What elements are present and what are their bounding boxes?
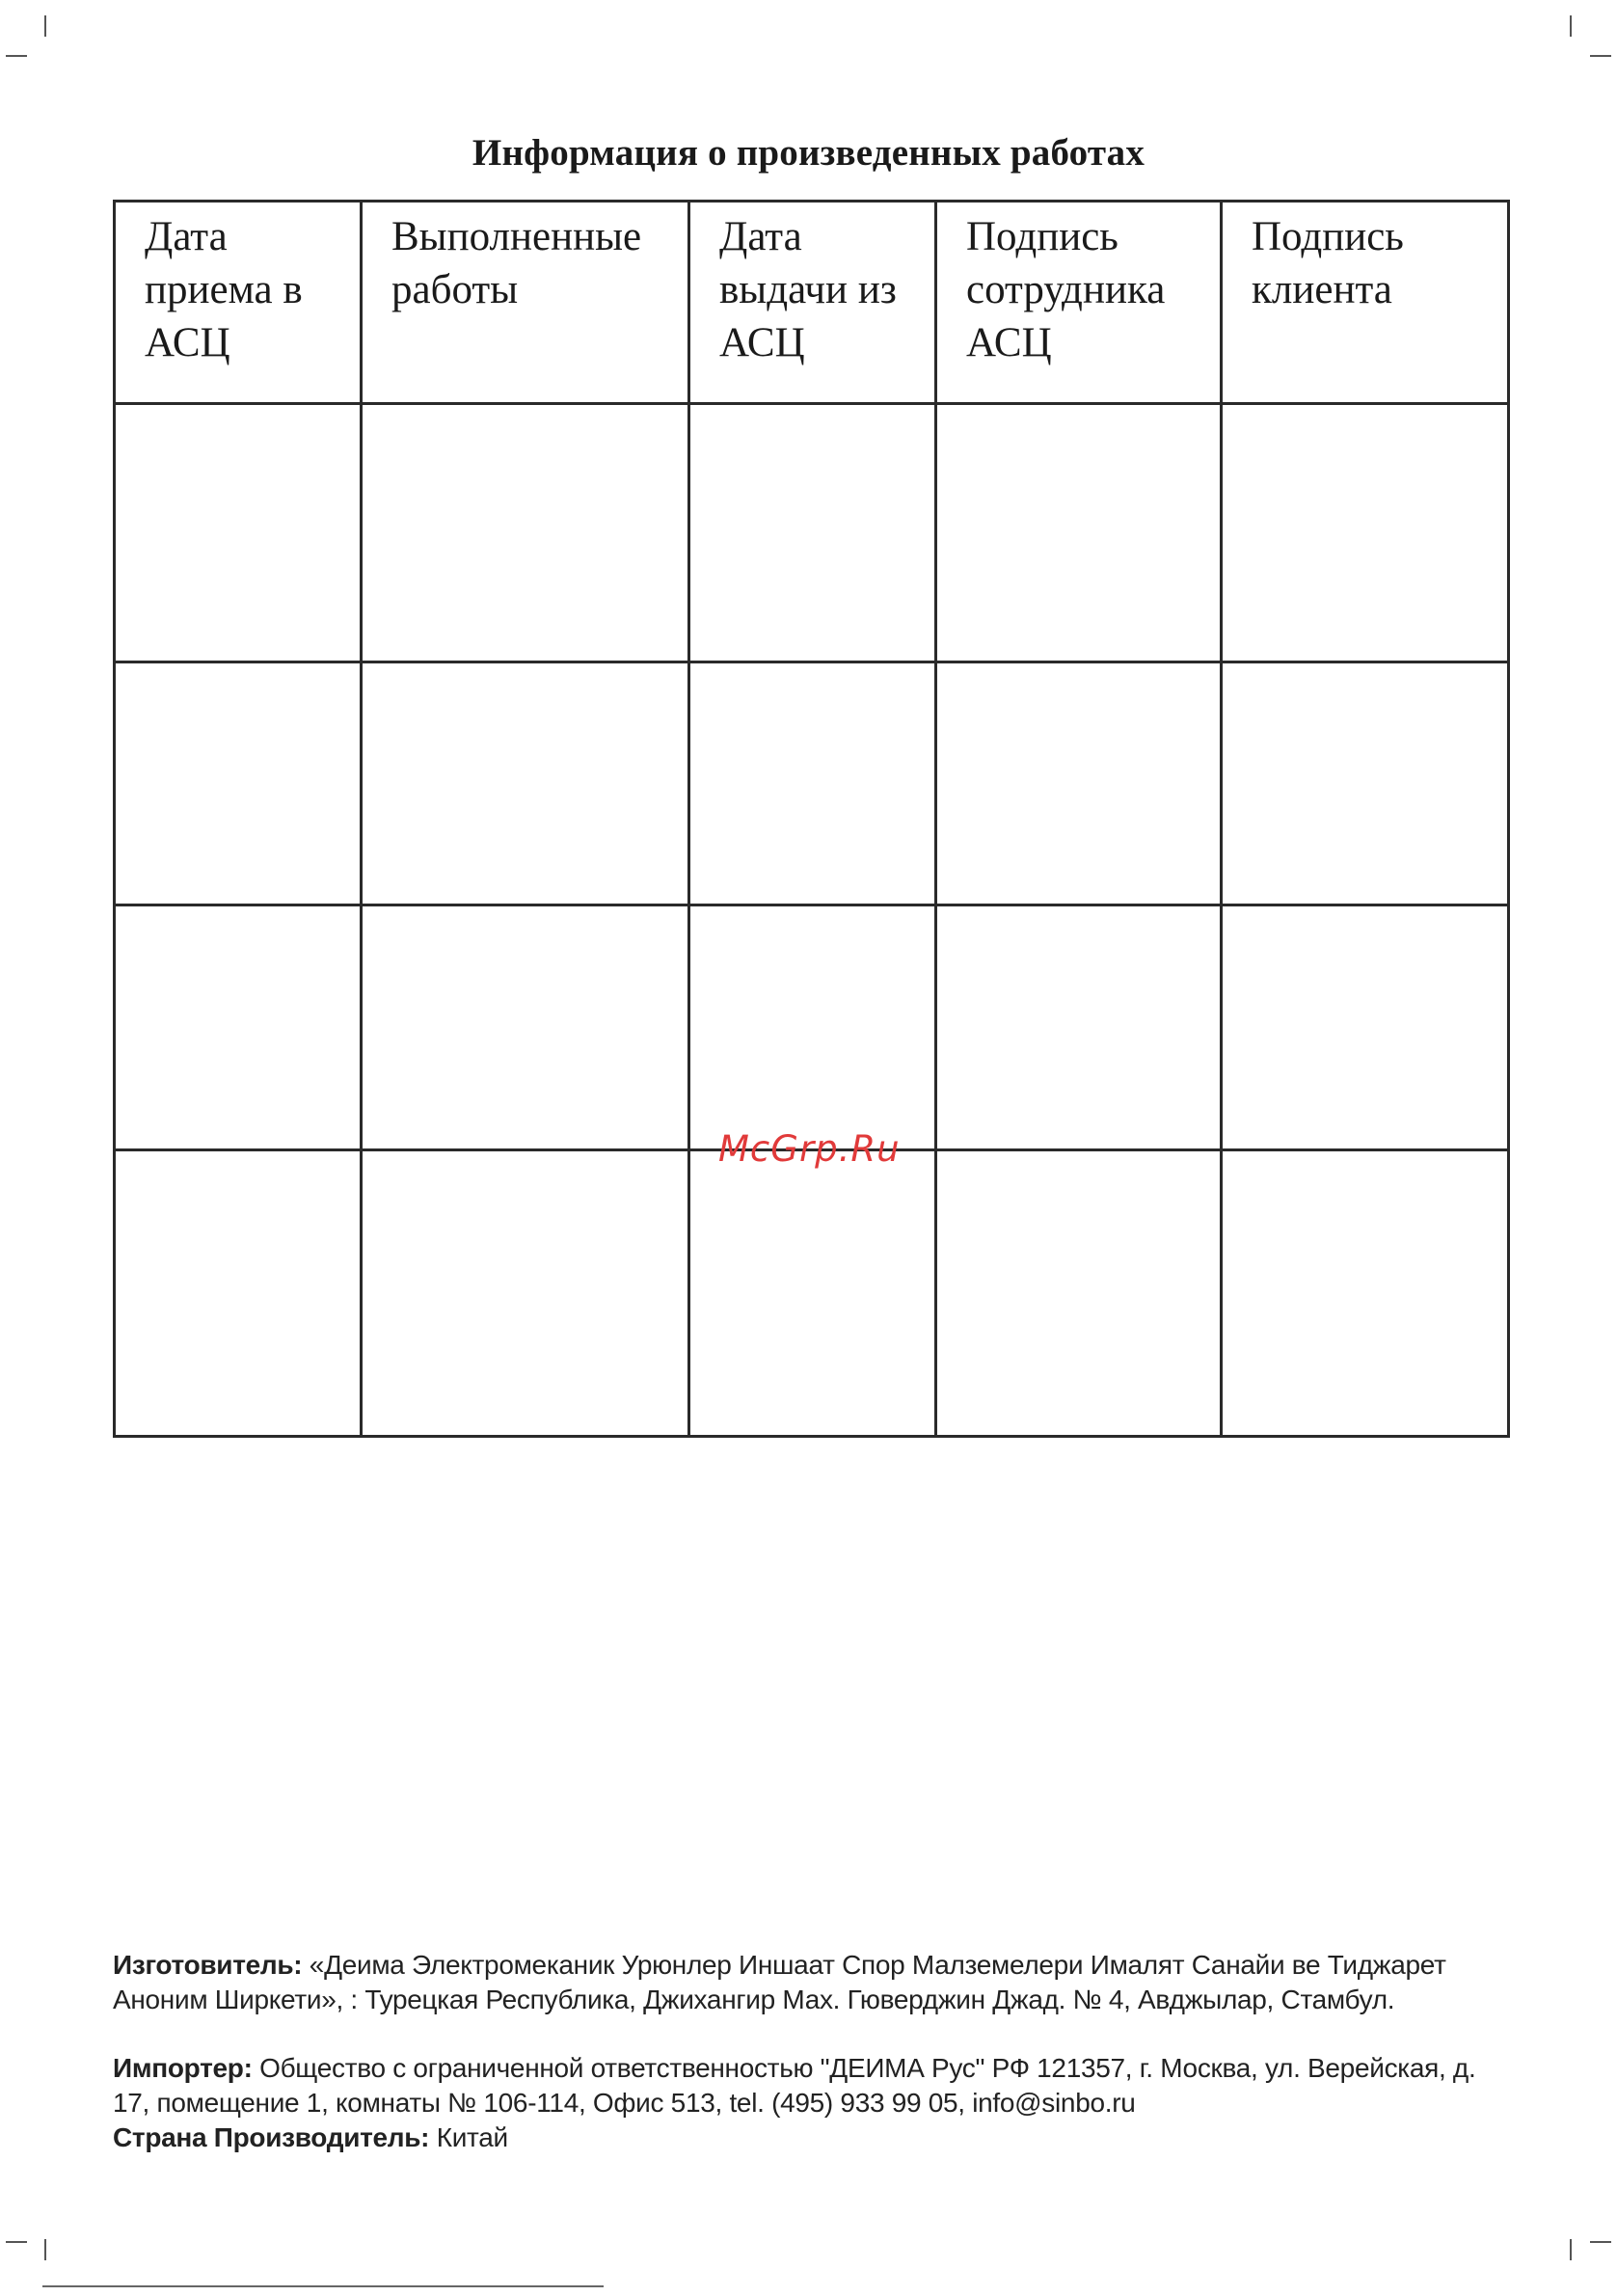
- crop-mark: [1590, 55, 1611, 57]
- crop-mark: [44, 15, 46, 37]
- header-release-date: Дата выдачи из АСЦ: [689, 202, 936, 404]
- table-cell[interactable]: [936, 1150, 1222, 1437]
- crop-mark: [44, 2239, 46, 2260]
- bottom-rule: [42, 2285, 604, 2287]
- manufacturer-text: «Деима Электромеканик Урюнлер Иншаат Спор Малземелери Ималят Санайи ве Тиджарет Аноним Ширкети», : Турецкая Республика, Джихангир Мах. Гюверджин Джад. № 4, Авджылар, Стамбул.: [113, 1950, 1446, 2014]
- country-text: Китай: [429, 2122, 508, 2152]
- manufacturer-label: Изготовитель:: [113, 1950, 303, 1980]
- table-cell[interactable]: [362, 1150, 689, 1437]
- table-header-row: [115, 202, 1509, 404]
- table-cell[interactable]: [689, 905, 936, 1150]
- table-cell[interactable]: [689, 662, 936, 905]
- table-row: [115, 1150, 1509, 1437]
- importer-label: Импортер:: [113, 2053, 253, 2083]
- importer-info: [113, 2051, 1511, 2120]
- table-cell[interactable]: [1222, 404, 1509, 662]
- table-cell[interactable]: [362, 905, 689, 1150]
- table-cell[interactable]: [1222, 662, 1509, 905]
- crop-mark: [6, 55, 27, 57]
- watermark: McGrp.Ru: [718, 1128, 901, 1170]
- table-cell[interactable]: [362, 662, 689, 905]
- crop-mark: [6, 2241, 27, 2243]
- header-client-signature: Подпись клиента: [1222, 202, 1509, 404]
- crop-mark: [1570, 2239, 1572, 2260]
- table-cell[interactable]: [689, 404, 936, 662]
- page-title: Информация о произведенных работах: [472, 132, 1145, 174]
- manufacturer-info: [113, 1948, 1511, 2017]
- table-cell[interactable]: [115, 662, 362, 905]
- country-info: [113, 2120, 1511, 2155]
- table-cell[interactable]: [689, 1150, 936, 1437]
- table-cell[interactable]: [936, 404, 1222, 662]
- table-cell[interactable]: [936, 662, 1222, 905]
- header-staff-signature: Подпись сотрудника АСЦ: [936, 202, 1222, 404]
- table-row: [115, 404, 1509, 662]
- country-label: Страна Производитель:: [113, 2122, 430, 2152]
- table-row: [115, 662, 1509, 905]
- table-cell[interactable]: [115, 404, 362, 662]
- table-cell[interactable]: [936, 905, 1222, 1150]
- table-cell[interactable]: [1222, 1150, 1509, 1437]
- service-records-table: [113, 200, 1510, 1438]
- header-work-performed: Выполненные работы: [362, 202, 689, 404]
- crop-mark: [1570, 15, 1572, 37]
- table-cell[interactable]: [115, 1150, 362, 1437]
- table-cell[interactable]: [1222, 905, 1509, 1150]
- importer-text: Общество с ограниченной ответственностью "ДЕИМА Рус" РФ 121357, г. Москва, ул. Верейская, д. 17, помещение 1, комнаты № 106-114, Офис 513, tel. (495) 933 99 05, info@sinbo.ru: [113, 2053, 1476, 2118]
- table-cell[interactable]: [115, 905, 362, 1150]
- table-row: [115, 905, 1509, 1150]
- crop-mark: [1590, 2241, 1611, 2243]
- table-cell[interactable]: [362, 404, 689, 662]
- header-intake-date: Дата приема в АСЦ: [115, 202, 362, 404]
